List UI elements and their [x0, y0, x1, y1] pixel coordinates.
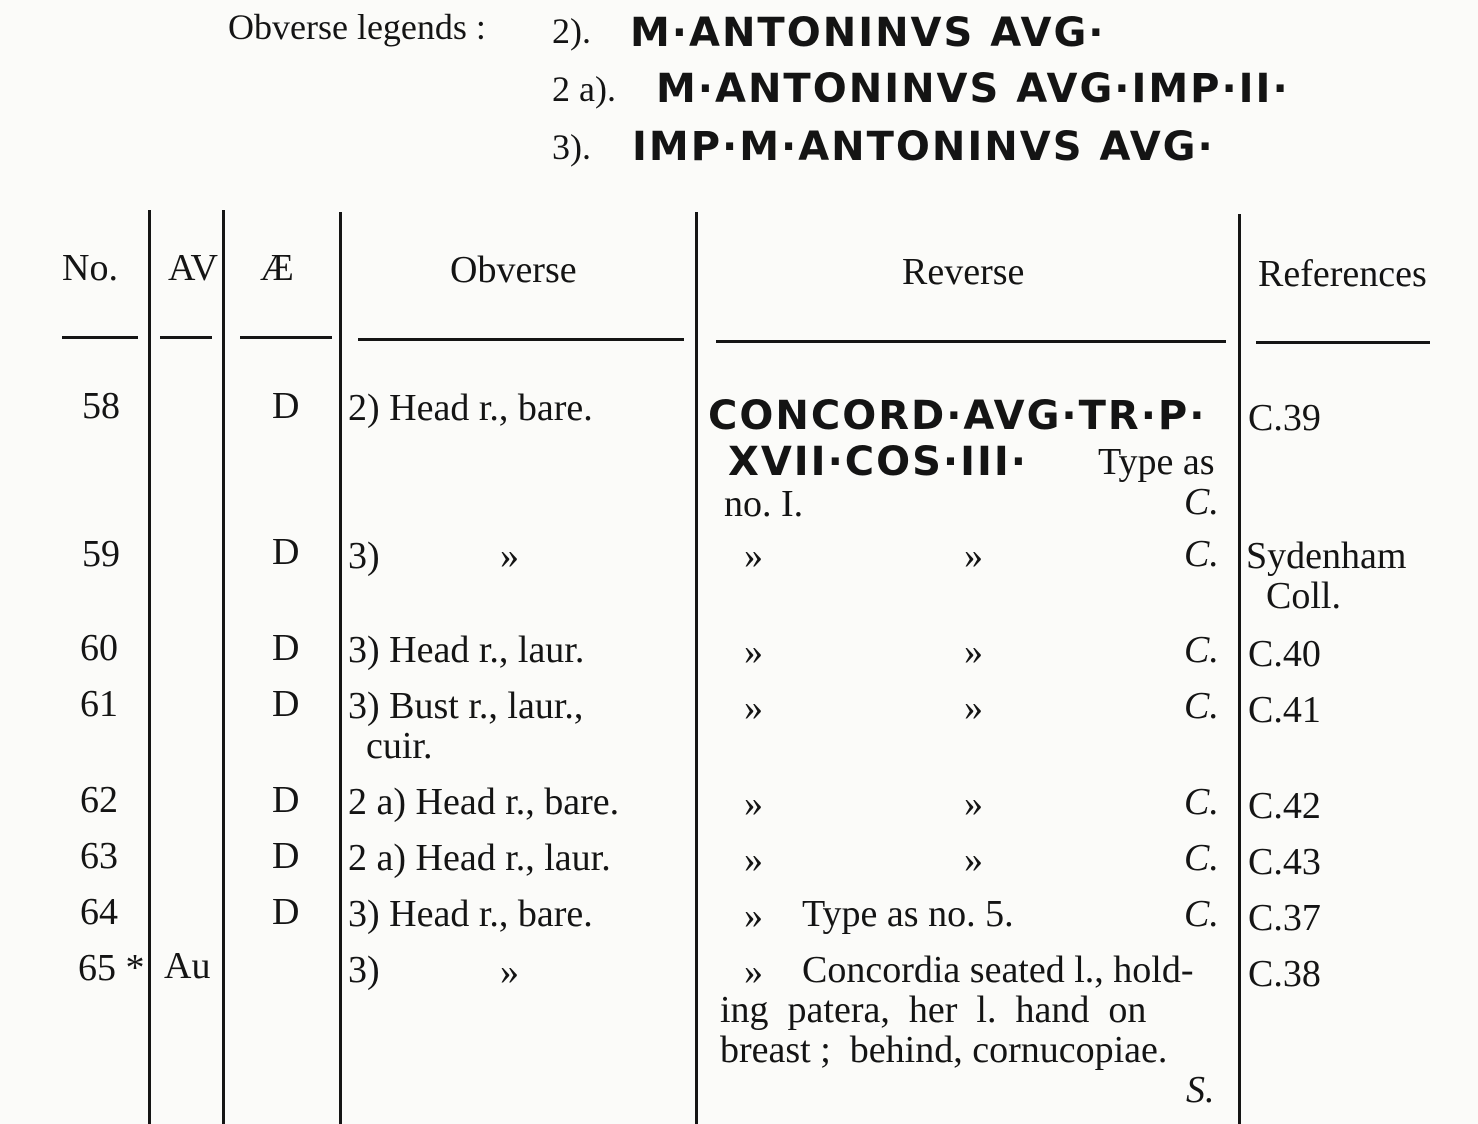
- header-no: No.: [62, 247, 118, 289]
- row-58-reverse-legend-1: CONCORD·AVG·TR·P·: [708, 393, 1207, 439]
- header-gold: AV: [168, 247, 218, 289]
- row-65-gold: Au: [164, 945, 211, 987]
- header-rule: [358, 338, 684, 341]
- row-65-reverse-line-1: Concordia seated l., hold-: [802, 949, 1194, 991]
- row-62-reverse-ditto: »: [744, 783, 763, 825]
- header-obverse: Obverse: [450, 249, 577, 291]
- header-references: References: [1258, 253, 1427, 295]
- row-58-obverse: 2) Head r., bare.: [348, 387, 593, 429]
- header-rule: [240, 336, 332, 339]
- row-63-obverse: 2 a) Head r., laur.: [348, 837, 611, 879]
- row-58-reverse-type-ref: no. I.: [724, 483, 804, 525]
- column-divider: [339, 212, 342, 1124]
- header-rule: [716, 340, 1226, 343]
- row-59-reference-cont: Coll.: [1266, 575, 1341, 617]
- row-65-reverse-ditto: »: [744, 951, 763, 993]
- row-64-rarity: C.: [1184, 893, 1219, 935]
- row-60-rarity: C.: [1184, 629, 1219, 671]
- row-63-number: 63: [80, 835, 118, 877]
- row-58-number: 58: [82, 385, 120, 427]
- row-60-number: 60: [80, 627, 118, 669]
- row-59-number: 59: [82, 533, 120, 575]
- row-65-reverse-line-2: ing patera, her l. hand on: [720, 989, 1147, 1031]
- row-65-reverse-line-3: breast ; behind, cornucopiae.: [720, 1029, 1168, 1071]
- row-62-rarity: C.: [1184, 781, 1219, 823]
- row-58-reference: C.39: [1248, 397, 1321, 439]
- row-58-rarity: C.: [1184, 481, 1219, 523]
- legend-text-2: M·ANTONINVS AVG·: [630, 10, 1106, 56]
- row-63-rarity: C.: [1184, 837, 1219, 879]
- row-60-reverse-ditto: »: [744, 631, 763, 673]
- row-62-reference: C.42: [1248, 785, 1321, 827]
- row-65-obverse-ditto: »: [500, 951, 519, 993]
- row-62-silver: D: [272, 779, 300, 821]
- row-59-rarity: C.: [1184, 533, 1219, 575]
- row-64-obverse: 3) Head r., bare.: [348, 893, 593, 935]
- row-65-obverse-key: 3): [348, 949, 380, 991]
- row-64-number: 64: [80, 891, 118, 933]
- header-rule: [1256, 341, 1430, 344]
- row-63-silver: D: [272, 835, 300, 877]
- row-59-reverse-ditto: »: [964, 535, 983, 577]
- row-62-reverse-ditto: »: [964, 783, 983, 825]
- row-60-silver: D: [272, 627, 300, 669]
- row-64-reverse-ditto: »: [744, 895, 763, 937]
- row-60-reverse-ditto: »: [964, 631, 983, 673]
- legend-text-3: IMP·M·ANTONINVS AVG·: [632, 124, 1215, 170]
- row-60-obverse: 3) Head r., laur.: [348, 629, 585, 671]
- row-59-obverse-ditto: »: [500, 535, 519, 577]
- row-61-silver: D: [272, 683, 300, 725]
- row-61-reverse-ditto: »: [744, 687, 763, 729]
- row-61-obverse: 3) Bust r., laur.,: [348, 685, 584, 727]
- header-rule: [160, 336, 212, 339]
- row-61-rarity: C.: [1184, 685, 1219, 727]
- column-divider: [222, 210, 225, 1124]
- row-63-reverse-ditto: »: [744, 839, 763, 881]
- row-62-number: 62: [80, 779, 118, 821]
- row-64-reference: C.37: [1248, 897, 1321, 939]
- row-64-silver: D: [272, 891, 300, 933]
- row-61-number: 61: [80, 683, 118, 725]
- legend-key-2: 2).: [552, 11, 591, 51]
- header-reverse: Reverse: [902, 251, 1025, 293]
- row-59-silver: D: [272, 531, 300, 573]
- row-60-reference: C.40: [1248, 633, 1321, 675]
- column-divider: [1238, 214, 1241, 1124]
- row-58-reverse-type: Type as: [1098, 441, 1215, 483]
- row-59-reverse-ditto: »: [744, 535, 763, 577]
- row-64-reverse-type: Type as no. 5.: [802, 893, 1014, 935]
- row-65-reference: C.38: [1248, 953, 1321, 995]
- row-58-silver: D: [272, 385, 300, 427]
- header-rule: [62, 336, 138, 339]
- legends-intro: Obverse legends :: [228, 7, 486, 47]
- header-silver: Æ: [260, 247, 294, 289]
- row-58-reverse-legend-2: XVII·COS·III·: [728, 439, 1028, 485]
- legend-key-2a: 2 a).: [552, 69, 616, 109]
- legend-text-2a: M·ANTONINVS AVG·IMP·II·: [656, 66, 1290, 112]
- row-61-reference: C.41: [1248, 689, 1321, 731]
- row-63-reference: C.43: [1248, 841, 1321, 883]
- column-divider: [695, 212, 698, 1124]
- row-62-obverse: 2 a) Head r., bare.: [348, 781, 620, 823]
- row-59-obverse-key: 3): [348, 535, 380, 577]
- column-divider: [148, 210, 151, 1124]
- legend-key-3: 3).: [552, 127, 591, 167]
- row-63-reverse-ditto: »: [964, 839, 983, 881]
- row-65-rarity: S.: [1186, 1069, 1215, 1111]
- row-65-number: 65 *: [78, 947, 145, 989]
- row-59-reference: Sydenham: [1246, 535, 1407, 577]
- row-61-reverse-ditto: »: [964, 687, 983, 729]
- row-61-obverse-cont: cuir.: [366, 725, 433, 767]
